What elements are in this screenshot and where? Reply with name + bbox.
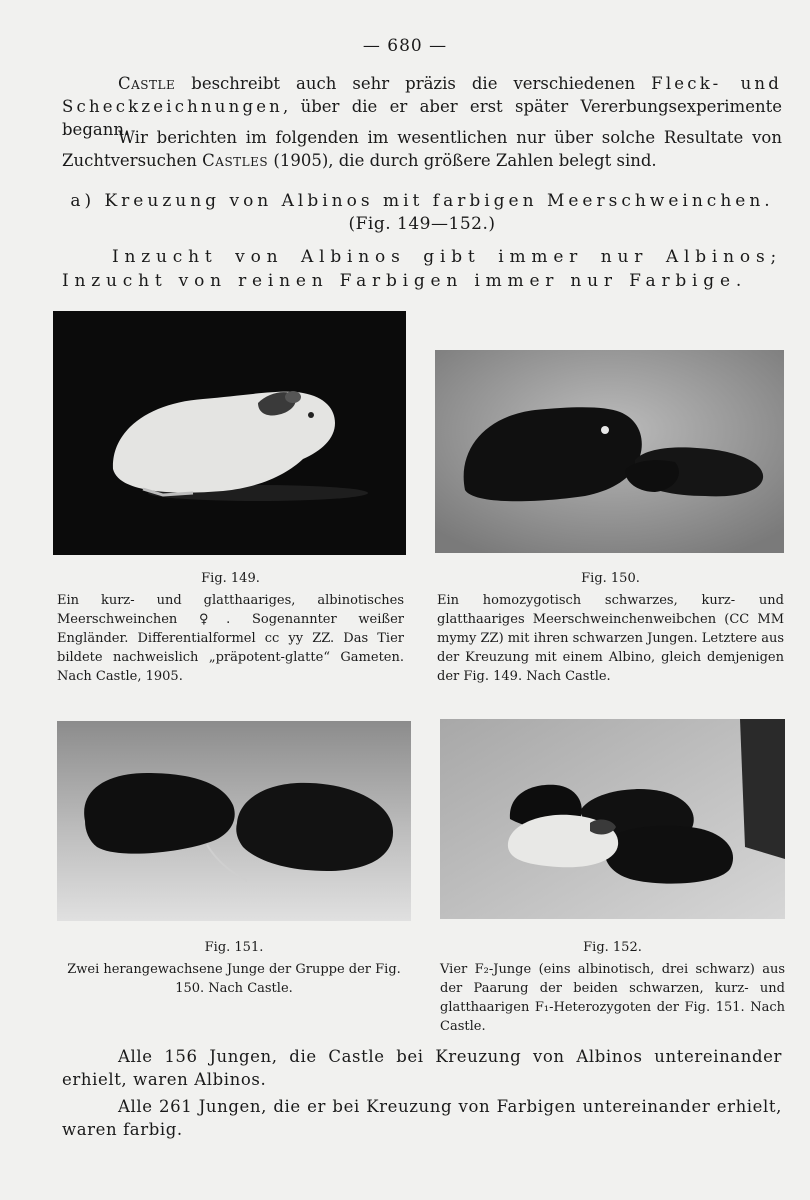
figure-caption-text: Ein kurz- und glatthaariges, albinotisches Meerschweinchen ♀. Sogenannter weißer Engländer. Differentialformel cc yy ZZ. Das Tier bildete nachweislich „präpotent-glatte“ Gameten. Nach Castle, 1905. — [57, 593, 404, 684]
intro-tail-2: (1905), die durch größere Zahlen belegt sind. — [273, 151, 657, 170]
photo-fig-150 — [435, 350, 784, 553]
photo-fig-151 — [57, 721, 411, 921]
author-name: Castle — [118, 74, 176, 93]
caption-fig-152 — [440, 938, 785, 1036]
photo-fig-149 — [53, 311, 406, 555]
intro-spaced-term: Fleck- und Scheckzeichnungen — [62, 74, 783, 116]
closing-paragraph-1: Alle 156 Jungen, die Castle bei Kreuzung von Albinos untereinander erhielt, waren Albinos. — [62, 1047, 782, 1089]
figure-caption-text: Vier F₂-Junge (eins albinotisch, drei schwarz) aus der Paarung der beiden schwarzen, kurz- und glatthaarigen F₁-Heterozygoten der Fig. 151. Nach Castle. — [440, 962, 785, 1034]
figure-label: Fig. 152. — [583, 940, 642, 955]
closing-paragraph-2: Alle 261 Jungen, die er bei Kreuzung von Farbigen untereinander erhielt, waren farbig. — [62, 1097, 782, 1139]
figure-label: Fig. 150. — [581, 571, 640, 586]
caption-fig-151 — [57, 938, 411, 998]
figure-caption-text: Ein homozygotisch schwarzes, kurz- und glatthaariges Meerschweinchenweibchen (CC MM mymy ZZ) mit ihren schwarzen Jungen. Letztere aus der Kreuzung mit einem Albino, gleich demjenigen der Fig. 149. Nach Castle. — [437, 593, 784, 684]
intro-tail: , über die er aber erst später Vererbungsexperimente begann. — [62, 97, 782, 139]
section-fig-ref: (Fig. 149—152.) — [348, 214, 496, 234]
figure-label: Fig. 149. — [201, 571, 260, 586]
caption-fig-150 — [437, 569, 784, 686]
intro-text: beschreibt auch sehr präzis die verschiedenen — [191, 74, 636, 93]
section-heading — [62, 190, 782, 236]
page-number: — 680 — — [362, 36, 448, 56]
intro-paragraph-2 — [62, 126, 782, 172]
figure-label: Fig. 151. — [204, 940, 264, 955]
intro-text-2: Wir berichten im folgenden im wesentlichen nur über solche Resultate von Zuchtversuchen — [62, 128, 782, 170]
photo-fig-152 — [440, 719, 785, 919]
figure-caption-text: Zwei herangewachsene Junge der Gruppe der Fig. 150. Nach Castle. — [67, 962, 401, 996]
caption-fig-149 — [57, 569, 404, 686]
author-name-2: Castles — [202, 151, 269, 170]
section-heading-text: a) Kreuzung von Albinos mit farbigen Meerschweinchen. — [70, 191, 774, 211]
rule-statement: Inzucht von Albinos gibt immer nur Albinos; Inzucht von reinen Farbigen immer nur Farbige. — [62, 247, 782, 291]
